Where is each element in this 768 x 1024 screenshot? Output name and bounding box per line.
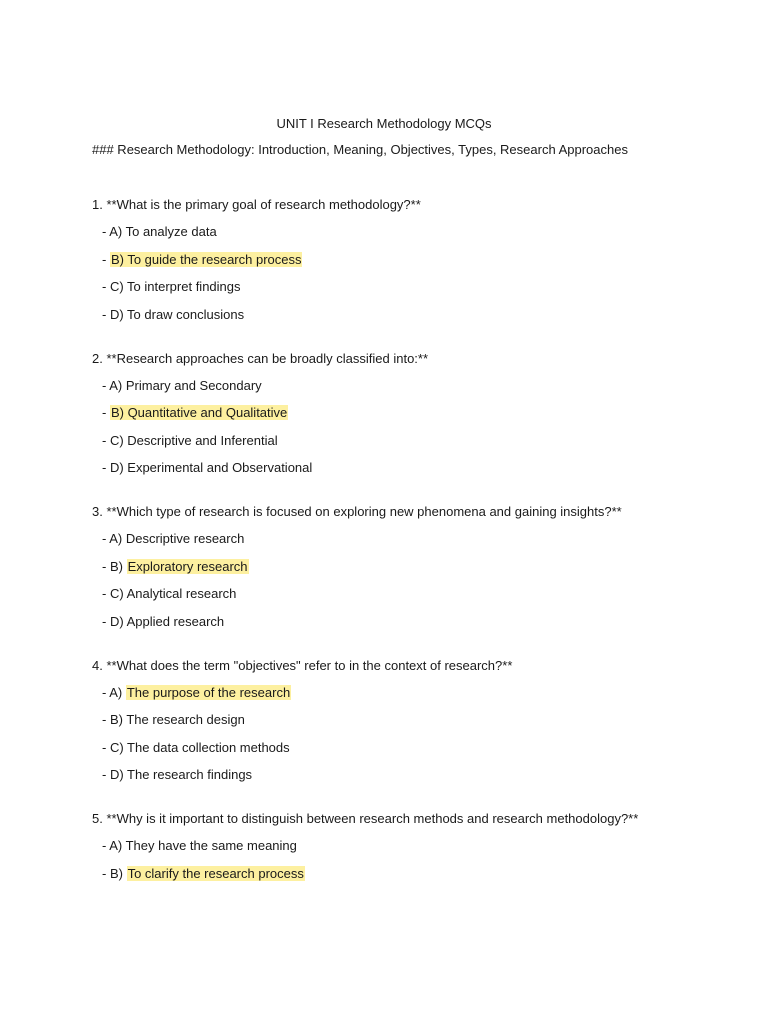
question-text: 3. **Which type of research is focused on exploring new phenomena and gaining insights?** bbox=[92, 504, 622, 519]
option-label: A) Primary and Secondary bbox=[109, 377, 262, 393]
answer-option-a bbox=[92, 376, 752, 396]
section-subheading: ### Research Methodology: Introduction, Meaning, Objectives, Types, Research Approaches bbox=[92, 142, 628, 157]
option-prefix: - bbox=[102, 558, 110, 574]
option-label: A) Descriptive research bbox=[109, 531, 245, 546]
option-label: C) Descriptive and Inferential bbox=[109, 432, 278, 448]
highlighted-answer: Exploratory research bbox=[127, 558, 248, 574]
option-prefix: - bbox=[102, 224, 110, 239]
answer-option-a bbox=[92, 683, 752, 703]
option-prefix: - bbox=[102, 531, 110, 546]
question-3 bbox=[92, 502, 752, 632]
option-label: C) The data collection methods bbox=[109, 739, 290, 755]
question-text: 5. **Why is it important to distinguish between research methods and research methodology?** bbox=[92, 811, 639, 826]
option-prefix: - bbox=[102, 460, 110, 475]
answer-option-d bbox=[92, 612, 752, 632]
question-text: 2. **Research approaches can be broadly classified into:** bbox=[92, 350, 429, 366]
option-label: D) To draw conclusions bbox=[109, 306, 245, 322]
question-5 bbox=[92, 809, 752, 884]
option-prefix: - bbox=[102, 838, 110, 853]
answer-option-b bbox=[92, 250, 752, 270]
option-label: B) bbox=[109, 865, 127, 881]
option-label: C) Analytical research bbox=[109, 586, 237, 601]
option-prefix: - bbox=[102, 613, 110, 629]
answer-option-a bbox=[92, 529, 752, 549]
option-label: A) bbox=[109, 684, 126, 700]
question-2 bbox=[92, 349, 752, 479]
option-label: D) Applied research bbox=[109, 613, 225, 629]
answer-option-b bbox=[92, 557, 752, 577]
option-label: B) bbox=[109, 558, 127, 574]
option-label: A) They have the same meaning bbox=[109, 838, 297, 853]
option-label: D) Experimental and Observational bbox=[109, 460, 313, 475]
answer-option-d bbox=[92, 765, 752, 785]
highlighted-answer: To clarify the research process bbox=[127, 865, 304, 881]
answer-option-b bbox=[92, 403, 752, 423]
answer-option-c bbox=[92, 584, 752, 604]
answer-option-b bbox=[92, 710, 752, 730]
question-4 bbox=[92, 656, 752, 786]
option-prefix: - bbox=[102, 251, 110, 267]
option-prefix: - bbox=[102, 586, 110, 601]
option-label: B) The research design bbox=[109, 712, 245, 727]
answer-option-a bbox=[92, 222, 752, 242]
option-prefix: - bbox=[102, 306, 110, 322]
answer-option-b bbox=[92, 864, 752, 884]
question-1 bbox=[92, 195, 752, 325]
option-prefix: - bbox=[102, 405, 110, 420]
answer-option-c bbox=[92, 738, 752, 758]
highlighted-answer: B) To guide the research process bbox=[110, 251, 302, 267]
answer-option-a bbox=[92, 836, 752, 856]
option-label: A) To analyze data bbox=[109, 224, 217, 239]
option-label: C) To interpret findings bbox=[109, 279, 241, 294]
answer-option-d bbox=[92, 305, 752, 325]
answer-option-c bbox=[92, 277, 752, 297]
question-text: 4. **What does the term "objectives" refer to in the context of research?** bbox=[92, 657, 513, 673]
option-prefix: - bbox=[102, 684, 110, 700]
option-prefix: - bbox=[102, 865, 110, 881]
highlighted-answer: The purpose of the research bbox=[126, 684, 291, 700]
question-list bbox=[92, 195, 752, 908]
option-prefix: - bbox=[102, 712, 110, 727]
document-title: UNIT I Research Methodology MCQs bbox=[276, 116, 492, 131]
question-text: 1. **What is the primary goal of research methodology?** bbox=[92, 197, 421, 212]
answer-option-c bbox=[92, 431, 752, 451]
option-prefix: - bbox=[102, 767, 110, 782]
option-prefix: - bbox=[102, 739, 110, 755]
option-prefix: - bbox=[102, 377, 110, 393]
option-label: D) The research findings bbox=[109, 767, 253, 782]
highlighted-answer: B) Quantitative and Qualitative bbox=[110, 405, 288, 420]
option-prefix: - bbox=[102, 432, 110, 448]
option-prefix: - bbox=[102, 279, 110, 294]
answer-option-d bbox=[92, 458, 752, 478]
